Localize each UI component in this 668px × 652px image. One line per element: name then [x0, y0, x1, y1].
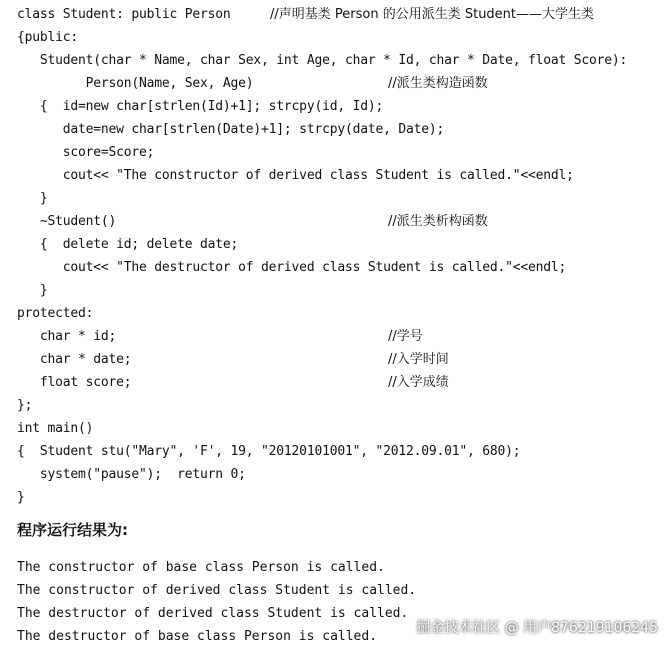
code-line: Person(Name, Sex, Age) — [17, 76, 254, 91]
watermark: 掘金技术社区 @ 用户876219106245 — [416, 620, 658, 636]
result-heading: 程序运行结果为: — [17, 521, 128, 539]
code-line: float score; — [17, 375, 132, 390]
code-line: } — [17, 283, 48, 298]
code-line: Student(char * Name, char Sex, int Age, char * Id, char * Date, float Score): — [17, 53, 628, 68]
code-comment: //声明基类 Person 的公用派生类 Student——大学生类 — [270, 7, 595, 22]
code-line: { Student stu("Mary", 'F', 19, "20120101001", "2012.09.01", 680); — [17, 444, 521, 459]
output-line: The destructor of derived class Student is called. — [17, 606, 409, 621]
code-comment: //派生类析构函数 — [388, 214, 488, 229]
code-comment: //学号 — [388, 329, 423, 344]
code-line: } — [17, 490, 25, 505]
code-line: {public: — [17, 30, 79, 45]
code-line: { id=new char[strlen(Id)+1]; strcpy(id, Id); — [17, 99, 384, 114]
code-line: cout<< "The constructor of derived class Student is called."<<endl; — [17, 168, 574, 183]
output-line: The constructor of base class Person is called. — [17, 560, 385, 575]
code-line: system("pause"); return 0; — [17, 467, 246, 482]
code-line: }; — [17, 398, 33, 413]
code-line: { delete id; delete date; — [17, 237, 239, 252]
code-line: int main() — [17, 421, 94, 436]
code-line: cout<< "The destructor of derived class Student is called."<<endl; — [17, 260, 567, 275]
output-line: The destructor of base class Person is called. — [17, 629, 378, 644]
code-line: ~Student() — [17, 214, 117, 229]
code-line: protected: — [17, 306, 94, 321]
code-line: score=Score; — [17, 145, 155, 160]
code-line: } — [17, 191, 48, 206]
code-line: char * id; — [17, 329, 117, 344]
code-line: class Student: public Person — [17, 7, 231, 22]
code-line: date=new char[strlen(Date)+1]; strcpy(date, Date); — [17, 122, 445, 137]
code-line: char * date; — [17, 352, 132, 367]
output-line: The constructor of derived class Student is called. — [17, 583, 417, 598]
code-comment: //入学成绩 — [388, 375, 449, 390]
code-comment: //派生类构造函数 — [388, 76, 488, 91]
code-comment: //入学时间 — [388, 352, 449, 367]
